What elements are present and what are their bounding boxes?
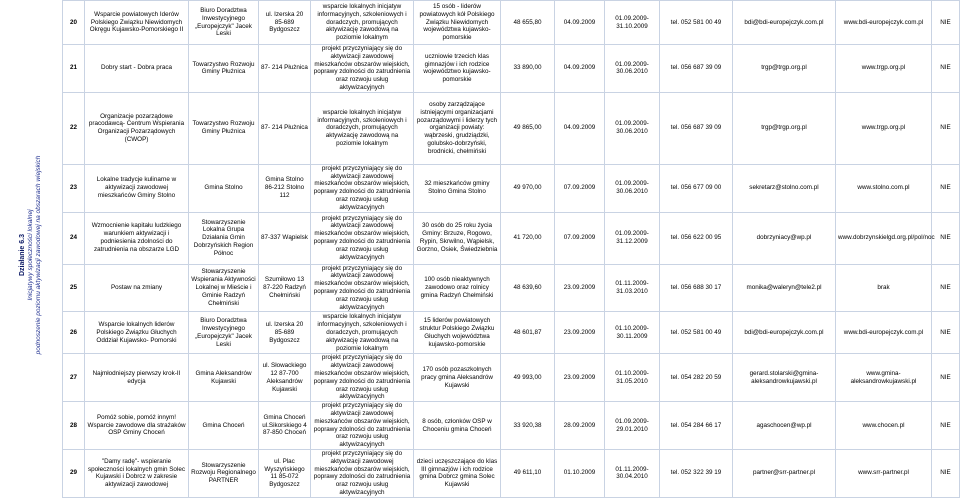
cell-period: 01.09.2009-30.06.2010 [605, 45, 660, 93]
cell-amount: 49 611,10 [501, 449, 555, 497]
cell-addr: Szumiłowo 13 87-220 Radzyń Chełmiński [259, 264, 311, 312]
cell-www: www.trgp.org.pl [836, 92, 932, 164]
cell-no: 21 [63, 45, 85, 93]
cell-scope: projekt przyczyniający się do aktywizacji zawodowej mieszkańców obszarów wiejskich, poprawy zdolności do zatrudnienia oraz rozwoju usług aktywizacyjnych [311, 402, 414, 450]
sidebar-line1: Inicjatywy społeczności lokalnej [27, 209, 34, 301]
cell-no: 25 [63, 264, 85, 312]
table-row [63, 449, 960, 497]
cell-signed: 04.09.2009 [555, 1, 605, 45]
cell-title: "Damy radę"- wspieranie społeczności lokalnych gmin Solec Kujawski i Dobrcz w zakresie aktywizacji zawodowej [85, 449, 189, 497]
cell-target: 15 liderów powiatowych struktur Polskiego Związku Głuchych województwa kujawsko-pomorskie [414, 312, 501, 354]
cell-phone: tel. 056 687 39 09 [660, 45, 733, 93]
cell-phone: tel. 056 688 30 17 [660, 264, 733, 312]
cell-period: 01.11.2009-31.03.2010 [605, 264, 660, 312]
cell-amount: 49 970,00 [501, 164, 555, 212]
cell-amount: 41 720,00 [501, 212, 555, 264]
cell-org: Stowarzyszenie Wspierania Aktywności Lokalnej w Mieście i Gminie Radzyń Chełmiński [189, 264, 259, 312]
cell-email: sekretarz@stolno.com.pl [733, 164, 836, 212]
cell-flag: NIE [932, 449, 960, 497]
cell-scope: projekt przyczyniający się do aktywizacji zawodowej mieszkańców obszarów wiejskich, poprawy zdolności do zatrudnienia oraz rozwoju usług aktywizacyjnych [311, 449, 414, 497]
cell-email: trgp@trgp.org.pl [733, 45, 836, 93]
cell-scope: wsparcie lokalnych inicjatyw informacyjnych, szkoleniowych i doradczych, promujących aktywizację zawodową na poziomie lokalnym [311, 312, 414, 354]
cell-target: osoby zarządzające istniejącymi organizacjami pozarządowymi i liderzy tych organizacji powiaty: wąbrzeski, grudziądzki, golubsko-dobrzyński, brodnicki, chełmiński [414, 92, 501, 164]
cell-org: Towarzystwo Rozwoju Gminy Płużnica [189, 92, 259, 164]
cell-signed: 04.09.2009 [555, 92, 605, 164]
cell-target: 30 osób do 25 roku życia Gminy: Brzuze, Rogowo, Rypin, Skrwilno, Wąpielsk, Gorzno, Osiek, Świedziebnia [414, 212, 501, 264]
cell-addr: Gmina Choceń ul.Sikorskiego 4 87-850 Choceń [259, 402, 311, 450]
cell-title: Lokalne tradycje kulinarne w aktywizacji zawodowej mieszkańców Gminy Stolno [85, 164, 189, 212]
cell-title: Postaw na zmiany [85, 264, 189, 312]
cell-www: www.stolno.com.pl [836, 164, 932, 212]
cell-signed: 28.09.2009 [555, 402, 605, 450]
cell-no: 20 [63, 1, 85, 45]
cell-addr: ul. Plac Wyszyńskiego 11 85-072 Bydgoszcz [259, 449, 311, 497]
cell-www: www.trgp.org.pl [836, 45, 932, 93]
sidebar-caption [19, 15, 43, 495]
cell-no: 29 [63, 449, 85, 497]
cell-title: Dobry start - Dobra praca [85, 45, 189, 93]
cell-email: monika@waleryn@tele2.pl [733, 264, 836, 312]
cell-phone: tel. 052 581 00 49 [660, 1, 733, 45]
cell-phone: tel. 052 581 00 49 [660, 312, 733, 354]
cell-period: 01.10.2009-31.05.2010 [605, 354, 660, 402]
table-row [63, 92, 960, 164]
cell-email: agaschocen@wp.pl [733, 402, 836, 450]
cell-title: Organizacje pozarządowe pracodawcą- Centrum Wspierania Organizacji Pozarządowych (CWOP) [85, 92, 189, 164]
cell-org: Stowarzyszenie Rozwoju Regionalnego PARTNER [189, 449, 259, 497]
cell-org: Towarzystwo Rozwoju Gminy Płużnica [189, 45, 259, 93]
cell-email: bdi@bdi-europejczyk.com.pl [733, 1, 836, 45]
table-row [63, 212, 960, 264]
cell-no: 24 [63, 212, 85, 264]
cell-signed: 07.09.2009 [555, 164, 605, 212]
cell-signed: 23.09.2009 [555, 312, 605, 354]
cell-org: Gmina Stolno [189, 164, 259, 212]
cell-no: 22 [63, 92, 85, 164]
cell-email: dobrzyniacy@wp.pl [733, 212, 836, 264]
cell-period: 01.10.2009-30.11.2009 [605, 312, 660, 354]
cell-signed: 01.10.2009 [555, 449, 605, 497]
cell-scope: projekt przyczyniający się do aktywizacji zawodowej mieszkańców obszarów wiejskich, poprawy zdolności do zatrudnienia oraz rozwoju usług aktywizacyjnych [311, 354, 414, 402]
cell-email: bdi@bdi-europejczyk.com.pl [733, 312, 836, 354]
cell-period: 01.09.2009-30.06.2010 [605, 92, 660, 164]
cell-org: Gmina Choceń [189, 402, 259, 450]
table-row [63, 1, 960, 45]
cell-phone: tel. 054 282 20 59 [660, 354, 733, 402]
cell-signed: 23.09.2009 [555, 354, 605, 402]
cell-title: Pomóż sobie, pomóż innym! Wsparcie zawodowe dla strażaków OSP Gminy Choceń [85, 402, 189, 450]
cell-title: Najmłodniejszy pierwszy krok-II edycja [85, 354, 189, 402]
cell-signed: 23.09.2009 [555, 264, 605, 312]
cell-title: Wsparcie powiatowych Iderów Polskiego Związku Niewidomych Okręgu Kujawsko-Pomorskiego II [85, 1, 189, 45]
cell-no: 26 [63, 312, 85, 354]
cell-amount: 49 993,00 [501, 354, 555, 402]
cell-period: 01.11.2009-30.04.2010 [605, 449, 660, 497]
cell-addr: Gmina Stolno 86-212 Stolno 112 [259, 164, 311, 212]
cell-email: gerard.stolarski@gmina-aleksandrowkujawski.pl [733, 354, 836, 402]
cell-title: Wsparcie lokalnych liderów Polskiego Związku Głuchych Oddział Kujawsko- Pomorski [85, 312, 189, 354]
cell-scope: projekt przyczyniający się do aktywizacji zawodowej mieszkańców obszarów wiejskich, poprawy zdolności do zatrudnienia oraz rozwoju usług aktywizacyjnych [311, 164, 414, 212]
cell-target: 170 osób pozaszkolnych pracy gmina Aleksandrów Kujawski [414, 354, 501, 402]
cell-flag: NIE [932, 1, 960, 45]
cell-amount: 33 920,38 [501, 402, 555, 450]
cell-www: www.gmina-aleksandrowkujawski.pl [836, 354, 932, 402]
cell-org: Biuro Doradztwa Inwestycyjnego „Europejczyk" Jacek Leski [189, 1, 259, 45]
sidebar [0, 0, 62, 480]
cell-scope: wsparcie lokalnych inicjatyw informacyjnych, szkoleniowych i doradczych, promujących aktywizację zawodową na poziomie lokalnym [311, 92, 414, 164]
cell-phone: tel. 052 322 39 19 [660, 449, 733, 497]
table-row [63, 402, 960, 450]
table-row [63, 45, 960, 93]
cell-www: brak [836, 264, 932, 312]
cell-target: 8 osób, członków OSP w Choceniu gmina Choceń [414, 402, 501, 450]
cell-no: 28 [63, 402, 85, 450]
cell-target: uczniowie trzecich klas gimnazjów i ich rodzice województwo kujawsko-pomorskie [414, 45, 501, 93]
cell-period: 01.09.2009-31.12.2009 [605, 212, 660, 264]
cell-flag: NIE [932, 402, 960, 450]
cell-target: 100 osób nieaktywnych zawodowo oraz rolnicy gmina Radzyń Chełmiński [414, 264, 501, 312]
cell-www: www.bdi-europejczyk.com.pl [836, 312, 932, 354]
cell-no: 23 [63, 164, 85, 212]
cell-period: 01.09.2009-29.01.2010 [605, 402, 660, 450]
cell-flag: NIE [932, 45, 960, 93]
cell-target: 15 osób - liderów powiatowych kół Polskiego Związku Niewidomych województwa kujawsko-pomorskie [414, 1, 501, 45]
cell-addr: ul. Izerska 20 85-689 Bydgoszcz [259, 312, 311, 354]
sidebar-line2: podnoszenie poziomu aktywizacji zawodowej na obszarach wiejskich [35, 155, 42, 355]
cell-org: Gmina Aleksandrów Kujawski [189, 354, 259, 402]
cell-target: dzieci uczęszczające do klas III gimnazjów i ich rodzice gmina Dobrcz gmina Solec Kujawski [414, 449, 501, 497]
cell-www: www.bdi-europejczyk.com.pl [836, 1, 932, 45]
cell-amount: 48 655,80 [501, 1, 555, 45]
cell-period: 01.09.2009-31.10.2009 [605, 1, 660, 45]
cell-flag: NIE [932, 164, 960, 212]
cell-scope: wsparcie lokalnych inicjatyw informacyjnych, szkoleniowych i doradczych, promujących aktywizację zawodową na poziomie lokalnym [311, 1, 414, 45]
cell-flag: NIE [932, 212, 960, 264]
table-row [63, 264, 960, 312]
cell-www: www.srr-partner.pl [836, 449, 932, 497]
table-row [63, 164, 960, 212]
table-row [63, 354, 960, 402]
cell-signed: 07.09.2009 [555, 212, 605, 264]
cell-scope: projekt przyczyniający się do aktywizacji zawodowej mieszkańców obszarów wiejskich, poprawy zdolności do zatrudnienia oraz rozwoju usług aktywizacyjnych [311, 212, 414, 264]
cell-flag: NIE [932, 354, 960, 402]
cell-org: Stowarzyszenie Lokalna Grupa Działania Gmin Dobrzyńskich Region Północ [189, 212, 259, 264]
cell-phone: tel. 054 284 66 17 [660, 402, 733, 450]
cell-amount: 33 890,00 [501, 45, 555, 93]
cell-phone: tel. 056 677 09 00 [660, 164, 733, 212]
cell-scope: projekt przyczyniający się do aktywizacji zawodowej mieszkańców obszarów wiejskich, poprawy zdolności do zatrudnienia oraz rozwoju usług aktywizacyjnych [311, 45, 414, 93]
cell-addr: ul. Izerska 20 85-689 Bydgoszcz [259, 1, 311, 45]
cell-www: www.dobrzynskielgd.org.pl/pol/noc [836, 212, 932, 264]
projects-table [62, 0, 960, 498]
cell-flag: NIE [932, 92, 960, 164]
cell-addr: 87- 214 Płużnica [259, 92, 311, 164]
cell-org: Biuro Doradztwa Inwestycyjnego „Europejczyk" Jacek Leski [189, 312, 259, 354]
cell-amount: 49 865,00 [501, 92, 555, 164]
cell-phone: tel. 056 687 39 09 [660, 92, 733, 164]
cell-addr: ul. Słowackiego 12 87-700 Aleksandrów Kujawski [259, 354, 311, 402]
cell-www: www.chocen.pl [836, 402, 932, 450]
cell-no: 27 [63, 354, 85, 402]
table-row [63, 312, 960, 354]
cell-title: Wzmocnienie kapitału ludzkiego warunkiem aktywizacji i podniesienia zdolności do zatrudnienia na obszarze LGD [85, 212, 189, 264]
cell-addr: 87-337 Wąpielsk [259, 212, 311, 264]
cell-signed: 04.09.2009 [555, 45, 605, 93]
cell-email: partner@srr-partner.pl [733, 449, 836, 497]
cell-period: 01.09.2009-30.06.2010 [605, 164, 660, 212]
cell-amount: 48 601,87 [501, 312, 555, 354]
cell-email: trgp@trgp.org.pl [733, 92, 836, 164]
cell-scope: projekt przyczyniający się do aktywizacji zawodowej mieszkańców obszarów wiejskich, poprawy zdolności do zatrudnienia oraz rozwoju usług aktywizacyjnych [311, 264, 414, 312]
cell-phone: tel. 056 622 00 95 [660, 212, 733, 264]
cell-addr: 87- 214 Płużnica [259, 45, 311, 93]
cell-flag: NIE [932, 264, 960, 312]
cell-amount: 48 639,60 [501, 264, 555, 312]
sidebar-heading: Działanie 6.3 [19, 233, 26, 277]
cell-flag: NIE [932, 312, 960, 354]
cell-target: 32 mieszkańców gminy Stolno Gmina Stolno [414, 164, 501, 212]
